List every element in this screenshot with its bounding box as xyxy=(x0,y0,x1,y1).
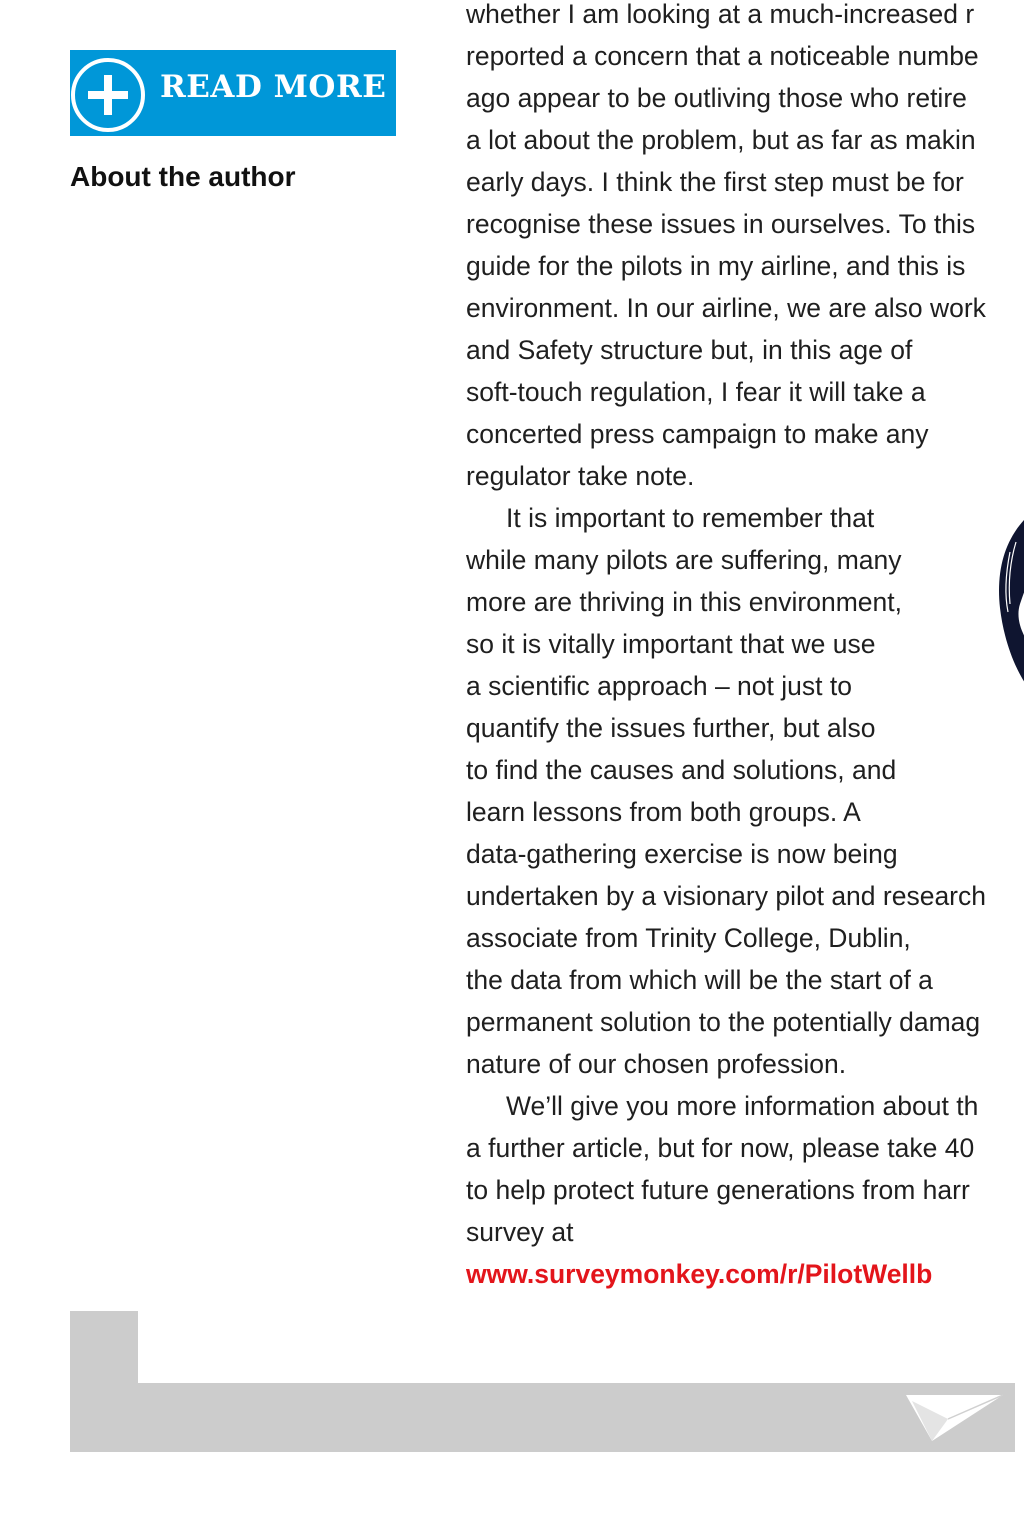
article-line: undertaken by a visionary pilot and research xyxy=(466,881,986,911)
article-line: the data from which will be the start of a xyxy=(466,965,933,995)
article-body xyxy=(466,0,1024,1295)
article-line: survey at xyxy=(466,1217,574,1247)
article-line: a scientific approach – not just to xyxy=(466,671,852,701)
article-line: environment. In our airline, we are also work xyxy=(466,293,986,323)
article-line: early days. I think the first step must be for xyxy=(466,167,964,197)
article-line: to help protect future generations from harr xyxy=(466,1175,970,1205)
article-line: associate from Trinity College, Dublin, xyxy=(466,923,911,953)
paragraph-2-first-line: It is important to remember that xyxy=(506,503,875,533)
article-line: reported a concern that a noticeable numbe xyxy=(466,41,979,71)
article-line: ago appear to be outliving those who retire xyxy=(466,83,967,113)
survey-link-line xyxy=(466,1253,1024,1295)
paragraph-3-first-line: We’ll give you more information about th xyxy=(506,1091,979,1121)
article-line: while many pilots are suffering, many xyxy=(466,545,902,575)
article-line: whether I am looking at a much-increased r xyxy=(466,0,975,29)
article-line: a further article, but for now, please take 40 xyxy=(466,1133,975,1163)
article-line: and Safety structure but, in this age of xyxy=(466,335,913,365)
article-line: permanent solution to the potentially damag xyxy=(466,1007,981,1037)
article-line: learn lessons from both groups. A xyxy=(466,797,861,827)
article-line: quantify the issues further, but also xyxy=(466,713,876,743)
article-line: a lot about the problem, but as far as makin xyxy=(466,125,976,155)
footer-panel xyxy=(70,1311,1015,1452)
article-line: guide for the pilots in my airline, and this is xyxy=(466,251,966,281)
survey-url-link[interactable]: www.surveymonkey.com/r/PilotWellb xyxy=(466,1259,933,1289)
article-line: more are thriving in this environment, xyxy=(466,587,902,617)
article-line: to find the causes and solutions, and xyxy=(466,755,897,785)
article-line: data-gathering exercise is now being xyxy=(466,839,898,869)
about-author-heading: About the author xyxy=(70,161,296,192)
article-line: concerted press campaign to make any xyxy=(466,419,929,449)
read-more-label: READ MORE xyxy=(160,69,387,105)
plus-circle-icon xyxy=(70,54,150,134)
article-line: nature of our chosen profession. xyxy=(466,1049,847,1079)
read-more-button[interactable] xyxy=(70,50,396,136)
article-line: soft-touch regulation, I fear it will take a xyxy=(466,377,926,407)
article-line: recognise these issues in ourselves. To this xyxy=(466,209,976,239)
article-line: regulator take note. xyxy=(466,461,695,491)
article-line: so it is vitally important that we use xyxy=(466,629,876,659)
feather-artwork-icon xyxy=(990,512,1024,696)
